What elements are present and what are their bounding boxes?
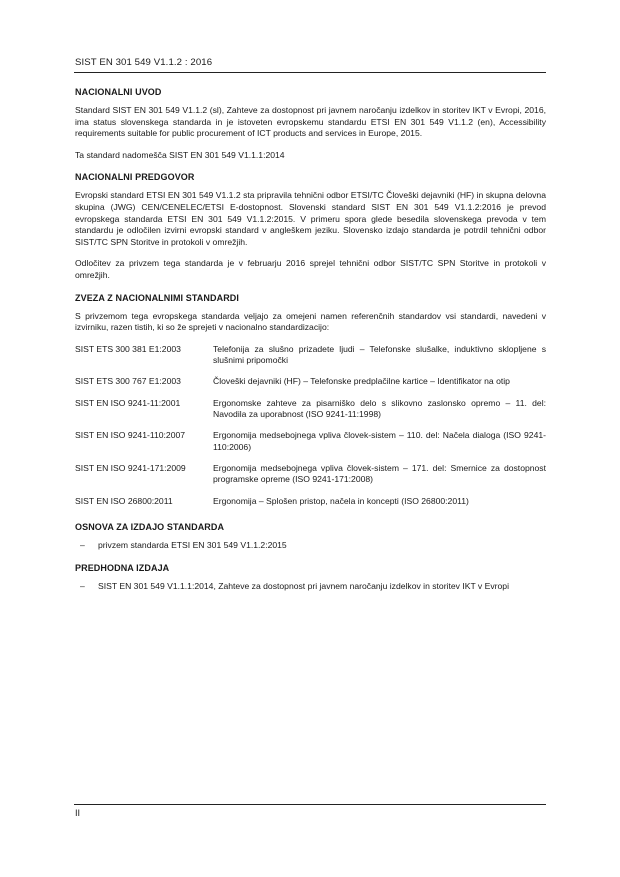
header-divider [74,72,546,73]
document-id-header: SIST EN 301 549 V1.1.2 : 2016 [75,57,213,68]
reference-title: Ergonomija medsebojnega vpliva človek-sistem – 171. del: Smernice za dostopnost programske opreme (ISO 9241-171:2008) [213,462,546,485]
reference-title: Človeški dejavniki (HF) – Telefonske predplačilne kartice – Identifikator na otip [213,376,510,387]
section-nacionalni-predgovor [75,171,546,281]
list-item [80,540,546,552]
paragraph: Standard SIST EN 301 549 V1.1.2 (sl), Zahteve za dostopnost pri javnem naročanju izdelkov in storitev IKT v Evropi, 2016, ima status slovenskega standarda in je istoveten evropskemu standardu ETSI EN 301 549 V1.1.2 (en), Accessibility requirements suitable for public procurement of ICT products and services in Europe, 2015. [75,105,546,139]
reference-row [75,430,546,453]
reference-title: Ergonomske zahteve za pisarniško delo s slikovno zaslonsko opremo – 11. del: Navodila za uporabnost (ISO 9241-11:1998) [213,397,546,420]
reference-list [75,344,546,507]
reference-code: SIST EN ISO 9241-171:2009 [75,462,186,473]
list-item [80,581,546,593]
reference-row [75,344,546,367]
reference-row [75,398,546,421]
reference-code: SIST ETS 300 767 E1:2003 [75,376,181,387]
reference-row [75,376,546,388]
paragraph: Odločitev za privzem tega standarda je v februarju 2016 sprejel tehnični odbor SIST/TC SPN Storitve in protokoli v omrežjih. [75,258,546,280]
section-zveza-standardi [75,292,546,508]
section-heading: NACIONALNI UVOD [75,87,162,97]
reference-title: Ergonomija medsebojnega vpliva človek-sistem – 110. del: Načela dialoga (ISO 9241-110:2006) [213,430,546,452]
paragraph: S privzemom tega evropskega standarda veljajo za omejeni namen referenčnih standardov vsi standardi, navedeni v izvirniku, razen tistih, ki so že sprejeti v nacionalno standardizacijo: [75,310,546,333]
reference-code: SIST EN ISO 26800:2011 [75,495,173,506]
reference-code: SIST EN ISO 9241-11:2001 [75,397,181,408]
reference-row [75,496,546,508]
section-heading: PREDHODNA IZDAJA [75,562,170,573]
section-nacionalni-uvod [75,86,546,161]
page-body [75,86,546,602]
paragraph: Ta standard nadomešča SIST EN 301 549 V1.1.1:2014 [75,149,285,160]
section-osnova-za-izdajo [75,521,546,552]
reference-row [75,463,546,486]
dash-bullet: – [80,540,85,551]
dash-bullet: – [80,580,85,591]
footer-divider [74,804,546,805]
section-predhodna-izdaja [75,562,546,593]
reference-title: Telefonija za slušno prizadete ljudi – Telefonske slušalke, induktivno sklopljene s slušnimi pripomočki [213,343,546,366]
page-number: II [75,808,81,818]
list-item-text: privzem standarda ETSI EN 301 549 V1.1.2:2015 [98,540,287,551]
paragraph: Evropski standard ETSI EN 301 549 V1.1.2 sta pripravila tehnični odbor ETSI/TC Človeški dejavniki (HF) in skupna delovna skupina (JWG) CEN/CENELEC/ETSI E-dostopnost. Slovenski standard SIST EN 301 549 V1.1.2:2016 je prevod evropskega standarda ETSI EN 301 549 V1.1.2:2015. V primeru spora glede besedila slovenskega prevoda v tem standardu je odločilen izvirni evropski standard v angleškem jeziku. Slovensko izdajo standarda je potrdil tehnični odbor SIST/TC SPN Storitve in protokoli v omrežjih. [75,190,546,247]
section-heading: NACIONALNI PREDGOVOR [75,172,195,183]
section-heading: ZVEZA Z NACIONALNIMI STANDARDI [75,292,239,303]
reference-code: SIST ETS 300 381 E1:2003 [75,343,181,354]
reference-title: Ergonomija – Splošen pristop, načela in koncepti (ISO 26800:2011) [213,495,469,506]
section-heading: OSNOVA ZA IZDAJO STANDARDA [75,522,225,533]
reference-code: SIST EN ISO 9241-110:2007 [75,430,186,441]
list-item-text: SIST EN 301 549 V1.1.1:2014, Zahteve za dostopnost pri javnem naročanju izdelkov in storitev IKT v Evropi [98,580,509,591]
